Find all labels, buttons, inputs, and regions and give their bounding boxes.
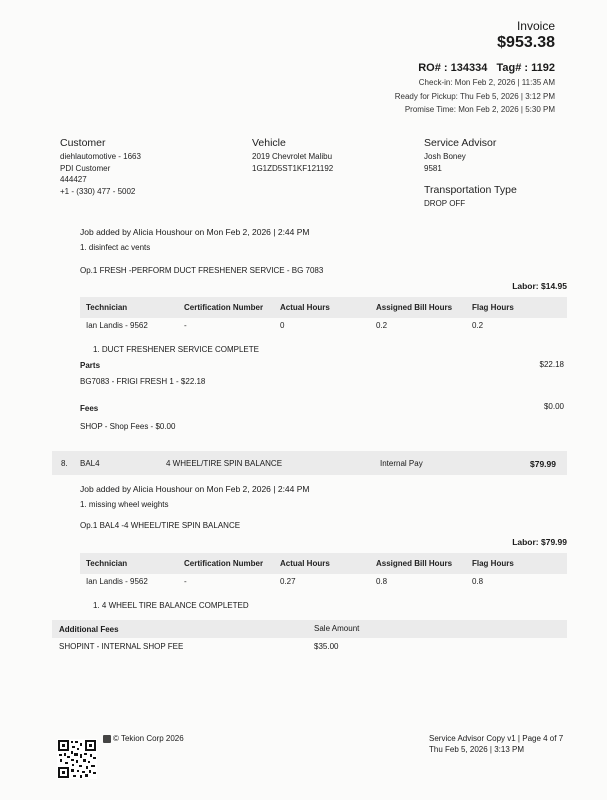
additional-fees-header bbox=[52, 620, 567, 638]
cell-actual-hours: 0.27 bbox=[280, 577, 296, 586]
tekion-logo-icon bbox=[103, 735, 111, 743]
ro-tag-number: RO# : 134334 Tag# : 1192 bbox=[418, 62, 555, 74]
cell-technician: Ian Landis - 9562 bbox=[86, 577, 148, 586]
qr-code-icon bbox=[57, 739, 97, 779]
job7-labor: Labor: $14.95 bbox=[512, 281, 567, 291]
invoice-total: $953.38 bbox=[497, 34, 555, 51]
vehicle-model: 2019 Chevrolet Malibu bbox=[252, 152, 333, 161]
vehicle-heading: Vehicle bbox=[252, 137, 286, 149]
col-assigned-bill-hours: Assigned Bill Hours bbox=[376, 303, 453, 312]
col-additional-fees: Additional Fees bbox=[59, 625, 119, 634]
advisor-block bbox=[424, 151, 466, 174]
advisor-id: 9581 bbox=[424, 163, 442, 173]
fees-amount: $0.00 bbox=[543, 402, 564, 411]
vehicle-block bbox=[252, 151, 333, 174]
job7-operation: Op.1 FRESH -PERFORM DUCT FRESHENER SERVICE - BG 7083 bbox=[80, 266, 324, 275]
job7-concern: 1. disinfect ac vents bbox=[80, 243, 151, 252]
col-certification: Certification Number bbox=[184, 303, 264, 312]
job8-amount: $79.99 bbox=[530, 459, 556, 469]
col-actual-hours: Actual Hours bbox=[280, 559, 330, 568]
cell-flag-hours: 0.8 bbox=[472, 577, 484, 586]
footer-copyright: © Tekion Corp 2026 bbox=[113, 734, 184, 743]
check-in-time: Check-in: Mon Feb 2, 2026 | 11:35 AM bbox=[418, 78, 555, 87]
cell-assigned-bill-hours: 0.2 bbox=[376, 321, 388, 330]
advisor-heading: Service Advisor bbox=[424, 137, 497, 149]
footer-printed-time: Thu Feb 5, 2026 | 3:13 PM bbox=[429, 745, 525, 754]
col-certification: Certification Number bbox=[184, 559, 264, 568]
job7-added-by: Job added by Alicia Houshour on Mon Feb 2, 2026 | 2:44 PM bbox=[80, 227, 310, 237]
advisor-name: Josh Boney bbox=[424, 152, 466, 161]
table-row bbox=[80, 321, 567, 333]
vehicle-vin: 1G1ZD5ST1KF121192 bbox=[252, 163, 334, 173]
job8-concern: 1. missing wheel weights bbox=[80, 500, 169, 509]
job8-labor: Labor: $79.99 bbox=[512, 537, 567, 547]
fee-item-amount: $35.00 bbox=[314, 642, 339, 651]
job8-code: BAL4 bbox=[80, 459, 100, 468]
col-actual-hours: Actual Hours bbox=[280, 303, 330, 312]
job8-number: 8. bbox=[61, 459, 68, 468]
job8-operation: Op.1 BAL4 -4 WHEEL/TIRE SPIN BALANCE bbox=[80, 521, 241, 530]
parts-amount: $22.18 bbox=[539, 360, 564, 369]
cell-certification: - bbox=[184, 577, 187, 586]
cell-assigned-bill-hours: 0.8 bbox=[376, 577, 388, 586]
col-assigned-bill-hours: Assigned Bill Hours bbox=[376, 559, 453, 568]
col-flag-hours: Flag Hours bbox=[472, 303, 514, 312]
customer-heading: Customer bbox=[60, 137, 106, 149]
customer-dealer: diehlautomotive - 1663 bbox=[60, 152, 141, 161]
customer-phone: +1 - (330) 477 - 5002 bbox=[60, 186, 136, 196]
job8-description: 4 WHEEL/TIRE SPIN BALANCE bbox=[166, 459, 283, 468]
customer-block bbox=[60, 151, 141, 197]
ready-for-pickup-time: Ready for Pickup: Thu Feb 5, 2026 | 3:12 PM bbox=[394, 92, 555, 101]
transport-heading: Transportation Type bbox=[424, 184, 517, 196]
col-flag-hours: Flag Hours bbox=[472, 559, 514, 568]
fee-line: SHOP - Shop Fees - $0.00 bbox=[80, 422, 176, 431]
customer-name: PDI Customer bbox=[60, 163, 111, 173]
job8-correction: 1. 4 WHEEL TIRE BALANCE COMPLETED bbox=[93, 601, 249, 610]
col-sale-amount: Sale Amount bbox=[314, 624, 360, 633]
cell-technician: Ian Landis - 9562 bbox=[86, 321, 148, 330]
cell-certification: - bbox=[184, 321, 187, 330]
job8-added-by: Job added by Alicia Houshour on Mon Feb 2, 2026 | 2:44 PM bbox=[80, 484, 310, 494]
job7-tech-table-header bbox=[80, 297, 567, 318]
job8-pay-type: Internal Pay bbox=[380, 459, 423, 468]
fee-item: SHOPINT - INTERNAL SHOP FEE bbox=[59, 642, 184, 651]
col-technician: Technician bbox=[86, 303, 128, 312]
customer-number: 444427 bbox=[60, 175, 87, 184]
table-row bbox=[80, 577, 567, 589]
footer-page-info: Service Advisor Copy v1 | Page 4 of 7 bbox=[429, 734, 564, 743]
promise-time: Promise Time: Mon Feb 2, 2026 | 5:30 PM bbox=[404, 105, 555, 114]
job8-header-bar bbox=[52, 451, 567, 475]
fees-label: Fees bbox=[80, 404, 99, 413]
job8-tech-table-header bbox=[80, 553, 567, 574]
parts-label: Parts bbox=[80, 361, 101, 370]
invoice-title: Invoice bbox=[516, 19, 555, 33]
cell-actual-hours: 0 bbox=[280, 321, 285, 330]
part-line: BG7083 - FRIGI FRESH 1 - $22.18 bbox=[80, 377, 206, 386]
cell-flag-hours: 0.2 bbox=[472, 321, 484, 330]
col-technician: Technician bbox=[86, 559, 128, 568]
transport-type: DROP OFF bbox=[424, 199, 466, 208]
job7-correction: 1. DUCT FRESHENER SERVICE COMPLETE bbox=[93, 345, 259, 354]
